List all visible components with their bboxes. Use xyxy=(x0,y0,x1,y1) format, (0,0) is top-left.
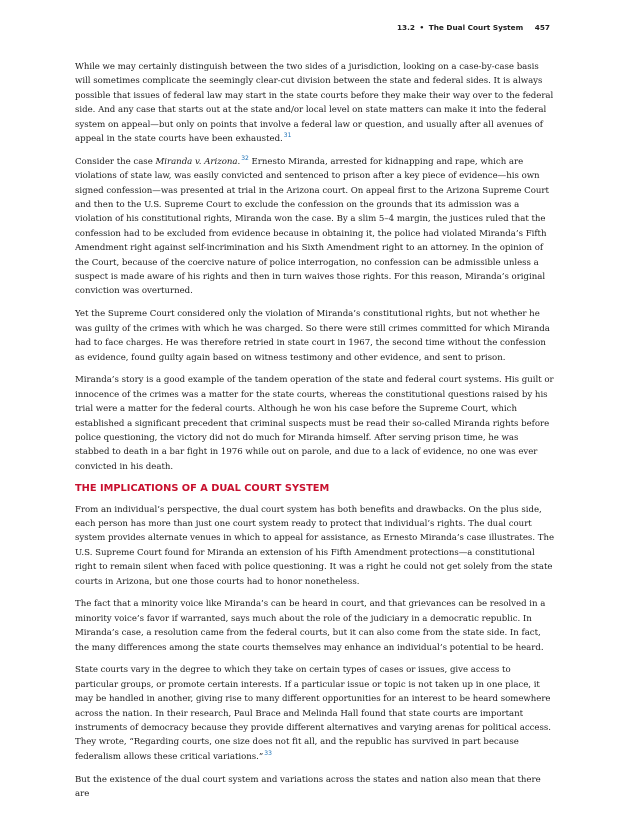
paragraph-text: But the existence of the dual court system and variations across the states and nation also mean that there are xyxy=(75,774,541,800)
running-header xyxy=(397,23,550,32)
paragraph xyxy=(75,60,555,146)
endnote-link-33[interactable]: 33 xyxy=(264,749,272,757)
header-section-number: 13.2 xyxy=(396,23,415,32)
paragraph xyxy=(75,597,555,655)
paragraph-text: While we may certainly distinguish between the two sides of a jurisdiction, looking on a case-by-case basis will sometimes complicate the seemingly clear-cut division between the state and federal sides. It is always possible that issues of federal law may start in the state courts before they make their way over to the federal side. And any case that starts out at the state and/or local level on state matters can make it into the federal system on appeal—but only on points that involve a federal law or question, and usually after all avenues of appeal in the state courts have been exhausted. xyxy=(75,62,554,145)
paragraph-text: The fact that a minority voice like Miranda’s can be heard in court, and that grievances can be resolved in a minority voice’s favor if warranted, says much about the role of the judiciary in a democratic republic. In Miranda’s case, a resolution came from the federal courts, but it can also come from the state side. In fact, the many differences among the state courts themselves may enhance an individual’s potential to be heard. xyxy=(75,599,546,653)
paragraph xyxy=(75,503,555,589)
paragraph xyxy=(75,155,555,299)
endnote-link-31[interactable]: 31 xyxy=(283,132,292,140)
endnote-link-32[interactable]: 32 xyxy=(241,154,249,162)
case-name-period: . xyxy=(237,156,241,167)
body-content xyxy=(75,60,555,810)
header-section-title: The Dual Court System xyxy=(428,23,524,32)
section-heading: THE IMPLICATIONS OF A DUAL COURT SYSTEM xyxy=(75,482,330,494)
paragraph xyxy=(75,307,555,365)
header-separator: • xyxy=(419,23,425,32)
page-number: 457 xyxy=(534,23,550,32)
paragraph-text: State courts vary in the degree to which they take on certain types of cases or issues, give access to particular groups, or promote certain interests. If a particular issue or topic is not taken up in one place, it may be handled in another, giving rise to many different opportunities for an interest to be heard somewhere across the nation. In their research, Paul Brace and Melinda Hall found that state courts are important instruments of democracy because they provide different alternatives and varying arenas for political access. They wrote, “Regarding courts, one size does not fit all, and the republic has survived in part because federalism allows these critical variations.” xyxy=(75,665,551,762)
paragraph xyxy=(75,773,555,802)
paragraph-text: From an individual’s perspective, the dual court system has both benefits and drawbacks. On the plus side, each person has more than just one court system ready to protect that individual’s rights. The dual court system provides alternate venues in which to appeal for assistance, as Ernesto Miranda’s case illustrates. The U.S. Supreme Court found for Miranda an extension of his Fifth Amendment protections—a constitutional right to remain silent when faced with police questioning. It was a right he could not get solely from the state courts in Arizona, but one those courts had to honor nonetheless. xyxy=(75,504,555,587)
paragraph-text: Miranda’s story is a good example of the tandem operation of the state and federal court systems. His guilt or innocence of the crimes was a matter for the state courts, whereas the constitutional questions raised by his trial were a matter for the federal courts. Although he won his case before the Supreme Court, which established a significant precedent that criminal suspects must be read their so-called Miranda rights before police questioning, the victory did not do much for Miranda himself. After serving prison time, he was stabbed to death in a bar fight in 1976 while out on parole, and due to a lack of evidence, no one was ever convicted in his death. xyxy=(75,375,554,472)
case-name: Miranda v. Arizona xyxy=(155,156,238,167)
paragraph xyxy=(75,663,555,764)
paragraph xyxy=(75,373,555,474)
paragraph-lead: Consider the case xyxy=(75,156,156,167)
paragraph-text: Ernesto Miranda, arrested for kidnapping and rape, which are violations of state law, was easily convicted and sentenced to prison after a key piece of evidence—his own signed confession—was presented at trial in the Arizona court. On appeal first to the Arizona Supreme Court and then to the U.S. Supreme Court to exclude the confession on the grounds that its admission was a violation of his constitutional rights, Miranda won the case. By a slim 5–4 margin, the justices ruled that the confession had to be excluded from evidence because in obtaining it, the police had violated Miranda’s Fifth Amendment right against self-incrimination and his Sixth Amendment right to an attorney. In the opinion of the Court, because of the coercive nature of police interrogation, no confession can be admissible unless a suspect is made aware of his rights and then in turn waives those rights. For this reason, Miranda’s original conviction was overturned. xyxy=(75,156,549,297)
paragraph-text: Yet the Supreme Court considered only the violation of Miranda’s constitutional rights, but not whether he was guilty of the crimes with which he was charged. So there were still crimes committed for which Miranda had to face charges. He was therefore retried in state court in 1967, the second time without the confession as evidence, found guilty again based on witness testimony and other evidence, and sent to prison. xyxy=(75,309,550,363)
